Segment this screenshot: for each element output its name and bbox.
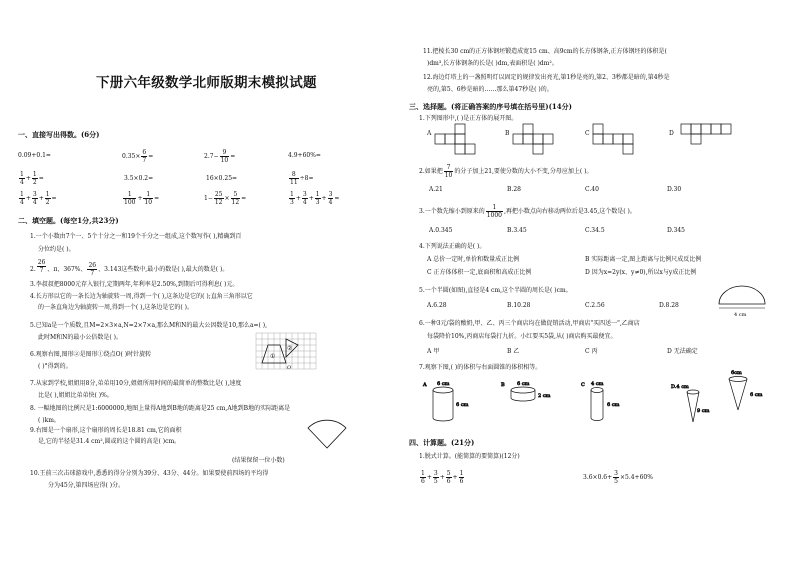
q2-10-line2: 分为45分,第四场应得( )分。 <box>48 482 125 489</box>
solids-figure <box>419 370 779 428</box>
q2-5-line1: 5.已知a是一个质数,且M=2×3×a,N=2×7×a,那么M和N的最大公因数是10,那么a=( ), <box>30 322 268 329</box>
q3-5: 5.一个半圆(如图),直径是4 cm,这个半圆的周长是( )cm。 <box>419 287 572 294</box>
q3-4-opt-d: D 因为x=2y(x、y≠0),所以x与y成正比例 <box>585 269 697 276</box>
q4-1: 1.脱式计算。(能简算的要简算)(12分) <box>419 453 520 460</box>
q2-9-note: (结果保留一位小数) <box>232 457 285 464</box>
q3-5-opt-b: B.10.28 <box>507 302 531 309</box>
q3-7: 7.观察下图,( )的体积与右面圆锥的体积相等。 <box>419 364 542 371</box>
q3-6-opt-d: D 无法确定 <box>667 348 698 355</box>
calc-expr-2: 3.6×0.6+ $\frac{3}{5}$ ×5.4+60% <box>583 470 653 485</box>
q3-2: 2.如果把 $\frac{7}{10}$ 的分子加上21,要使分数的大小不变,分母应加上( )。 <box>419 164 593 179</box>
part2-heading: 二、填空题。(每空1分,共23分) <box>18 216 119 225</box>
q2-1-line1: 1.一个小数由7个一、5个十分之一和19个千分之一组成,这个数写作( ),精确到百 <box>30 233 242 240</box>
solid-b-side-label: 2 cm <box>538 393 551 399</box>
cube-net-d <box>681 124 735 156</box>
q3-5-opt-d: D.8.28 <box>659 302 679 309</box>
q3-4-opt-a: A 总价一定时,单价和数量成正比例 <box>427 256 520 263</box>
q2-12-line2: 亮的,第5、6秒是暗的……那么第47秒是( )的。 <box>427 86 553 93</box>
q2-9-line1: 9.右图是一个扇形,这个扇形的周长是18.81 cm,它的面积 <box>30 427 182 434</box>
q2-9-line2: 是,它的半径是31.4 cm²,圆或的这个圆的高是( )cm。 <box>38 438 181 445</box>
calc-1: 0.09+0.1= <box>18 152 51 159</box>
q2-7-line2: 比是( ),姐姐比弟弟快( )%。 <box>38 392 113 399</box>
q2-2: 2. $\frac{26}{7}$ 、π、367%、 $\frac{26}{7}$ 、3.143这些数中,最小的数是( ),最大的数是( )。 <box>30 259 229 277</box>
cone-top-label: 6cm <box>731 370 742 376</box>
q2-8-line2: ( )km。 <box>38 417 60 424</box>
q3-4-opt-c: C 正方体体积一定,底面积和高成正比例 <box>427 269 532 276</box>
q2-4-line2: 的一条直角边为轴旋转一周,得到一个( ),这条边是它的( )。 <box>38 304 193 311</box>
part3-heading: 三、选择题。(将正确答案的序号填在括号里)(14分) <box>409 102 572 111</box>
q3-2-opt-a: A.21 <box>429 186 443 193</box>
calc-6: 3.5×0.2= <box>124 175 154 182</box>
q3-3: 3.一个数先缩小到原来的 $\frac{1}{1000}$ ,再把小数点向右移动两位后是3.45,这个数是( )。 <box>419 204 636 219</box>
calc-5: $\frac{1}{4}$ + $\frac{1}{2}$ = <box>20 171 44 186</box>
q3-6-opt-b: B 乙 <box>507 348 520 355</box>
calc-expr-1: $\frac{1}{6}$ + $\frac{3}{5}$ + $\frac{5}{6}$ + $\frac{1}{6}$ <box>421 470 464 485</box>
q2-5-line2: 此时M和N的最小公倍数是( )。 <box>38 334 122 341</box>
q2-10-line1: 10.王前三次击球游戏中,悉悉的得分分别为39分、43分、44分。如果要使前四场的平均得 <box>30 470 269 477</box>
q3-1-opt-b: B <box>505 130 510 137</box>
solid-a-letter: A <box>423 382 427 388</box>
q3-2-opt-b: B.28 <box>507 186 521 193</box>
calc-9: $\frac{1}{4}$ + $\frac{3}{4}$ + $\frac{1}{2}$ = <box>20 191 57 206</box>
calc-2: 0.35× $\frac{6}{7}$ = <box>122 149 154 164</box>
q3-6-line2: 每袋降价10%,丙商店每袋打九折。小红要买5袋,从( )商店购买最便宜。 <box>427 333 617 340</box>
calc-11: 1− $\frac{25}{12}$ × $\frac{5}{12}$ = <box>204 191 247 206</box>
calc-4: 4.9+60%= <box>288 152 321 159</box>
q3-1-opt-d: D <box>669 130 674 137</box>
q3-4-opt-b: B 实际距离一定,图上距离与比例尺成反比例 <box>585 256 702 263</box>
cone-height-label: 6 cm <box>750 392 763 398</box>
q3-1-opt-a: A <box>427 130 432 137</box>
cube-net-b <box>513 124 557 156</box>
q3-2-opt-c: C.40 <box>585 186 599 193</box>
calc-3: 2.7− $\frac{9}{10}$ = <box>204 149 236 164</box>
solid-d-height-label: 9 cm <box>697 408 710 414</box>
cube-net-c <box>593 124 637 156</box>
q3-6-opt-c: C 丙 <box>585 348 598 355</box>
solid-c-letter: C <box>581 382 585 388</box>
solid-b-top-label: 6 cm <box>517 381 530 387</box>
part1-heading: 一、直接写出得数。(6分) <box>18 130 100 139</box>
solid-a-side-label: 6 cm <box>456 402 469 408</box>
solid-d-letter: D.4 cm <box>671 384 689 390</box>
q2-11-line1: 11.把棱长30 cm的正方体钢坯锻造成宽15 cm、高9cm的长方体钢条,正方体钢坯的体积是( <box>423 48 667 55</box>
rotation-grid-figure <box>256 333 318 371</box>
solid-c-top-label: 4 cm <box>591 381 604 387</box>
sector-figure <box>306 414 348 450</box>
q3-3-opt-a: A.0.345 <box>429 227 453 234</box>
q2-6-line1: 6.观察右图,图形②是图形①绕点O( )时针旋转 <box>30 351 152 358</box>
q2-12-line1: 12.海边灯塔上的一盏照明灯以固定的规律发出亮光,第1秒是亮的,第2、3秒都是暗的,第4秒是 <box>423 74 670 81</box>
calc-7: 16×0.25= <box>206 175 238 182</box>
page-title: 下册六年级数学北师版期末模拟试题 <box>96 75 317 91</box>
q2-6-line2: ( )°得到的。 <box>38 363 72 370</box>
q3-6-line1: 6.一种3元/袋的酸奶,甲、乙、丙三个商店均在做促销活动,甲商店"买四送一",乙商店 <box>419 320 640 327</box>
semicircle-figure <box>717 284 767 318</box>
calc-12: $\frac{1}{3}$ + $\frac{3}{4}$ + $\frac{1}{3}$ + $\frac{3}{4}$ = <box>290 191 340 206</box>
q3-3-opt-b: B.3.45 <box>507 227 527 234</box>
q2-1-line2: 分位约是( )。 <box>38 246 75 253</box>
semicircle-diameter-label: 4 cm <box>734 312 747 318</box>
q2-11-line2: )dm³,长方体钢条的长是( )dm,表面积是( )dm²。 <box>427 60 558 67</box>
shape2-label: ② <box>287 345 293 352</box>
calc-8: $\frac{8}{11}$ ÷8= <box>290 171 314 186</box>
q2-3: 3.李叔叔把8000元存入银行,定期两年,年利率是2.50%,到期后可得利息( )元。 <box>30 281 239 288</box>
point-o-label: O <box>287 365 292 371</box>
shape1-label: ① <box>270 353 276 360</box>
q2-7-line1: 7.从家到学校,姐姐用8分,弟弟用10分,姐姐所用时间的最简单的整数比是( ),速度 <box>30 380 242 387</box>
solid-c-side-label: 6 cm <box>607 402 620 408</box>
q2-4-line1: 4.长方形以它的一条长边为轴旋转一周,得到一个( ),这条边是它的( );直角三角形以它 <box>30 293 253 300</box>
cube-net-a <box>435 124 479 156</box>
q3-1: 1.下列图形中,( )是正方体的展开图。 <box>419 115 518 122</box>
q3-5-opt-a: A.6.28 <box>427 302 447 309</box>
q3-3-opt-c: C.34.5 <box>585 227 605 234</box>
q3-3-opt-d: D.345 <box>667 227 685 234</box>
calc-10: $\frac{1}{100}$ + $\frac{1}{10}$ = <box>124 191 160 206</box>
solid-a-top-label: 6 cm <box>437 381 450 387</box>
solid-b-letter: B <box>501 382 505 388</box>
q3-2-opt-d: D.30 <box>667 186 682 193</box>
q3-6-opt-a: A 甲 <box>427 348 440 355</box>
q3-4: 4.下列说法正确的是( )。 <box>419 243 486 250</box>
q3-1-opt-c: C <box>585 130 590 137</box>
q3-5-opt-c: C.2.56 <box>585 302 605 309</box>
q2-8-line1: 8. 一幅地图的比例尺是1:6000000,地图上量得A地到B地的距离是25 cm,A地到B地的实际距离是 <box>30 405 291 412</box>
part4-heading: 四、计算题。(21分) <box>409 438 475 447</box>
